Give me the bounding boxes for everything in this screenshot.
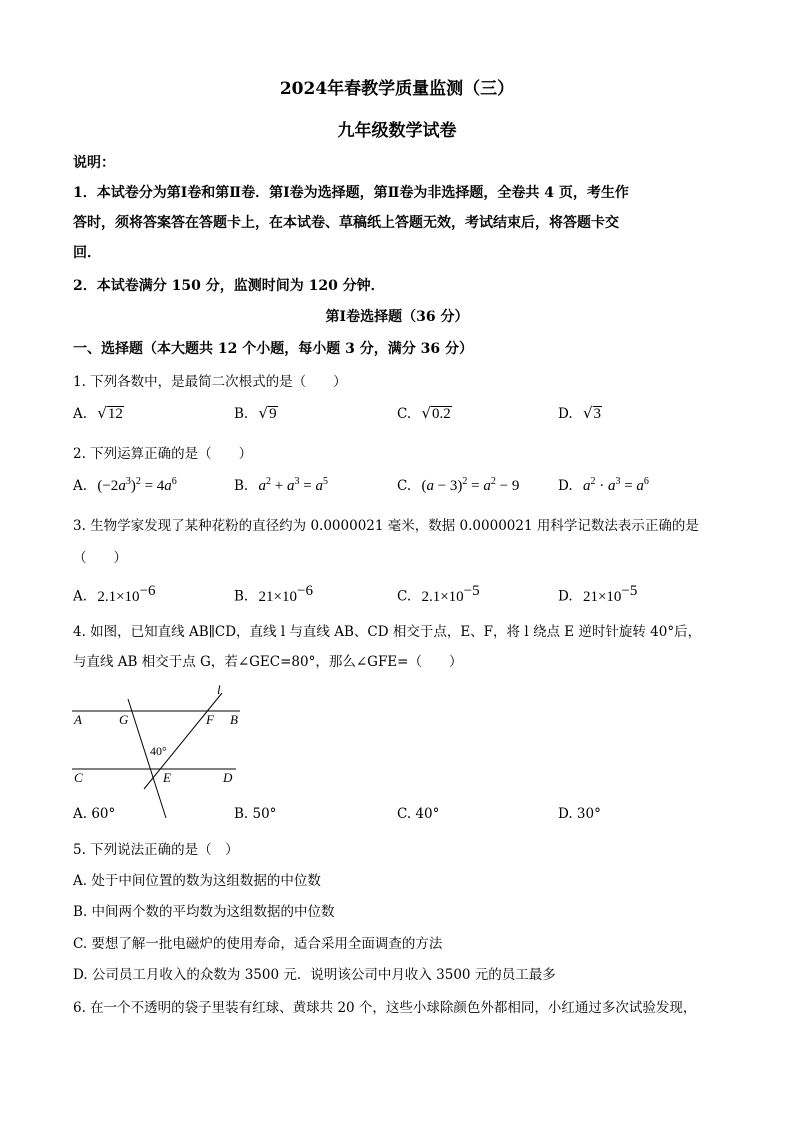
line-ge: [128, 699, 166, 818]
exponent: −5: [463, 583, 480, 599]
option-label: D.: [558, 588, 573, 605]
mantissa: 21×10: [582, 588, 622, 605]
question-5-option-a: A. 处于中间位置的数为这组数据的中位数: [73, 873, 321, 889]
question-5-stem: 5. 下列说法正确的是（ ）: [73, 842, 239, 858]
question-1-option-d: D. √3: [558, 404, 601, 422]
label-angle: 40°: [150, 744, 167, 758]
label-e: E: [163, 770, 171, 785]
label-b: B: [230, 712, 238, 727]
line-l: [144, 693, 222, 789]
question-5-option-b: B. 中间两个数的平均数为这组数据的中位数: [73, 904, 335, 920]
radicand: 3: [593, 406, 601, 422]
option-label: C.: [397, 406, 412, 422]
part-heading: 一、选择题（本大题共 12 个小题，每小题 3 分，满分 36 分）: [73, 341, 473, 357]
radicand: 0.2: [432, 406, 451, 422]
option-label: D.: [558, 478, 573, 494]
label-d: D: [223, 770, 233, 785]
question-4-option-a: A. 60°: [73, 806, 116, 822]
label-a: A: [74, 712, 82, 727]
label-g: G: [119, 712, 129, 727]
question-6-stem: 6. 在一个不透明的袋子里装有红球、黄球共 20 个，这些小球除颜色外都相同，小红通过多次试验发现，: [73, 1000, 697, 1016]
option-label: A.: [73, 588, 88, 605]
question-4-stem-line-1: 4. 如图，已知直线 AB∥CD，直线 l 与直线 AB、CD 相交于点，E、F，将 l 绕点 E 逆时针旋转 40°后，: [73, 624, 702, 640]
question-2-option-c: C. $(a - 3)^2 = a^2 - 9$: [397, 476, 520, 494]
exponent: −6: [139, 583, 156, 599]
radicand: 12: [107, 406, 123, 422]
exponent: −6: [296, 583, 313, 599]
option-label: A.: [73, 406, 88, 422]
radicand: 9: [269, 406, 277, 422]
question-4-stem-line-2: 与直线 AB 相交于点 G，若∠GEC=80°，那么∠GFE=（ ）: [73, 654, 463, 670]
exam-subtitle: 九年级数学试卷: [337, 121, 457, 141]
question-1-option-b: B. √9: [234, 404, 277, 422]
question-4-option-d: D. 30°: [558, 806, 601, 822]
mantissa: 2.1×10: [97, 588, 140, 605]
mantissa: 2.1×10: [421, 588, 464, 605]
question-4-option-b: B. 50°: [234, 806, 277, 822]
question-2-option-a: A. $(-2a^3)^2 = 4a^6$: [73, 476, 177, 494]
question-3-stem-line-2: （ ）: [73, 550, 127, 566]
question-1-option-c: C. √0.2: [397, 404, 451, 422]
option-label: B.: [234, 478, 249, 494]
question-3-stem-line-1: 3. 生物学家发现了某种花粉的直径约为 0.0000021 毫米，数据 0.0000021 用科学记数法表示正确的是: [73, 518, 699, 534]
option-label: D.: [558, 406, 573, 422]
mantissa: 21×10: [258, 588, 297, 605]
instructions-heading: 说明：: [73, 155, 115, 171]
question-2-stem: 2. 下列运算正确的是（ ）: [73, 446, 253, 462]
question-2-option-d: D. $a^2 \cdot a^3 = a^6$: [558, 476, 649, 494]
exponent: −5: [621, 583, 638, 599]
label-l: l: [217, 682, 221, 697]
instruction-item-1-line-1: 1．本试卷分为第Ⅰ卷和第Ⅱ卷．第Ⅰ卷为选择题，第Ⅱ卷为非选择题，全卷共 4 页，考生作: [73, 185, 629, 201]
label-f: F: [206, 712, 214, 727]
label-c: C: [74, 770, 83, 785]
question-5-option-c: C. 要想了解一批电磁炉的使用寿命，适合采用全面调查的方法: [73, 936, 443, 952]
option-label: B.: [234, 588, 249, 605]
question-1-stem: 1. 下列各数中，是最简二次根式的是（ ）: [73, 374, 347, 390]
exam-title: 2024年春教学质量监测（三）: [279, 79, 515, 99]
question-2-option-b: B. $a^2 + a^3 = a^5$: [234, 476, 328, 494]
option-label: B.: [234, 406, 249, 422]
question-1-option-a: A. √12: [73, 404, 123, 422]
instruction-item-1-line-3: 回．: [73, 245, 101, 261]
option-label: C.: [397, 588, 412, 605]
instruction-item-2: 2．本试卷满分 150 分，监测时间为 120 分钟．: [73, 278, 385, 294]
question-4-option-c: C. 40°: [397, 806, 440, 822]
question-5-option-d: D. 公司员工月收入的众数为 3500 元．说明该公司中月收入 3500 元的员工最多: [73, 967, 556, 983]
section-heading: 第Ⅰ卷选择题（36 分）: [325, 309, 469, 325]
option-label: A.: [73, 478, 88, 494]
option-label: C.: [397, 478, 412, 494]
instruction-item-1-line-2: 答时，须将答案答在答题卡上，在本试卷、草稿纸上答题无效，考试结束后，将答题卡交: [73, 215, 619, 231]
